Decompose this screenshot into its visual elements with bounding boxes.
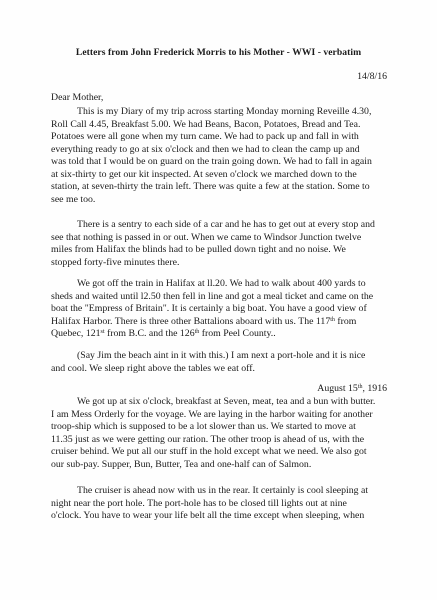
text-line: 11.35 just as we were getting our ration. The other troop is ahead of us, with the bbox=[51, 433, 365, 445]
text-line: everything ready to go at six o'clock and then we had to clean the camp up and bbox=[51, 143, 360, 155]
document-title: Letters from John Frederick Morris to his Mother - WWI - verbatim bbox=[75, 47, 362, 58]
text-line: and cool. We sleep right above the tables we eat off. bbox=[51, 362, 255, 374]
text-line: o'clock. You have to wear your life belt all the time except when sleeping, when bbox=[51, 510, 365, 521]
text-line: troop-ship which is supposed to be a lot slower than us. We started to move at bbox=[51, 421, 356, 432]
text-line: Potatoes were all gone when my turn came. We had to pack up and fall in with bbox=[51, 131, 359, 142]
text-line: night near the port hole. The port-hole has to be closed till lights out at nine bbox=[51, 497, 347, 509]
superscript: th bbox=[357, 384, 363, 390]
text-line: see me too. bbox=[51, 193, 96, 205]
text-run: from bbox=[334, 315, 357, 327]
text-run: from Peel County.. bbox=[199, 328, 276, 339]
text-run: , 1916 bbox=[362, 383, 387, 394]
text-run: Quebec, 121 bbox=[51, 328, 101, 339]
text-line: sheds and waited until l2.50 then fell in line and got a meal ticket and came on the bbox=[51, 290, 374, 302]
text-line: boat the "Empress of Britain". It is certainly a big boat. You have a good view of bbox=[51, 303, 367, 314]
salutation: Dear Mother, bbox=[51, 92, 104, 103]
text-run: Halifax Harbor. There is three other Battalions aboard with us. The 117 bbox=[51, 315, 331, 327]
text-line: There is a sentry to each side of a car and he has to get out at every stop and bbox=[77, 219, 375, 230]
entry-date bbox=[317, 383, 387, 394]
text-line: miles from Halifax the blinds had to be pulled down tight and no noise. We bbox=[51, 244, 346, 255]
paragraph-5 bbox=[51, 396, 391, 471]
paragraph-3 bbox=[51, 278, 391, 341]
superscript: st bbox=[100, 329, 105, 335]
text-line: The cruiser is ahead now with us in the rear. It certainly is cool sleeping at bbox=[77, 485, 369, 496]
text-line: station, at seven-thirty the train left. There was quite a few at the station. Some to bbox=[51, 181, 370, 192]
paragraph-6 bbox=[51, 485, 391, 523]
text-line: (Say Jim the beach aint in it with this.) I am next a port-hole and it is nice bbox=[77, 350, 366, 361]
text-line: We got up at six o'clock, breakfast at Seven, meat, tea and a bun with butter. bbox=[77, 396, 376, 407]
text-line: was told that I would be on guard on the train going down. We had to fall in again bbox=[51, 156, 372, 167]
text-run: August 15 bbox=[317, 383, 358, 394]
superscript: th bbox=[330, 316, 335, 323]
paragraph-2 bbox=[51, 219, 391, 269]
superscript: th bbox=[194, 329, 200, 335]
paragraph-4 bbox=[51, 350, 391, 375]
text-line: I am Mess Orderly for the voyage. We are laying in the harbor waiting for another bbox=[51, 408, 373, 420]
text-line: stopped forty-five minutes there. bbox=[51, 256, 180, 268]
paragraph-1 bbox=[51, 106, 391, 206]
text-line: cruiser behind. We put all our stuff in the hold except what we need. We also got bbox=[51, 446, 367, 457]
text-line: our sub-pay. Supper, Bun, Butter, Tea and one-half can of Salmon. bbox=[51, 458, 312, 470]
letter-date: 14/8/16 bbox=[357, 71, 387, 82]
text-line: This is my Diary of my trip across starting Monday morning Reveille 4.30, bbox=[77, 106, 372, 117]
text-line: Roll Call 4.45, Breakfast 5.00. We had Beans, Bacon, Potatoes, Bread and Tea. bbox=[51, 118, 361, 130]
text-line bbox=[51, 328, 391, 341]
text-line: at six-thirty to get our kit inspected. At seven o'clock we marched down to the bbox=[51, 168, 357, 180]
text-line: see that nothing is passed in or out. When we came to Windsor Junction twelve bbox=[51, 231, 362, 243]
text-line bbox=[51, 316, 391, 329]
text-line: We got off the train in Halifax at ll.20. We had to walk about 400 yards to bbox=[77, 278, 366, 289]
text-run: from B.C. and the 126 bbox=[104, 328, 195, 339]
